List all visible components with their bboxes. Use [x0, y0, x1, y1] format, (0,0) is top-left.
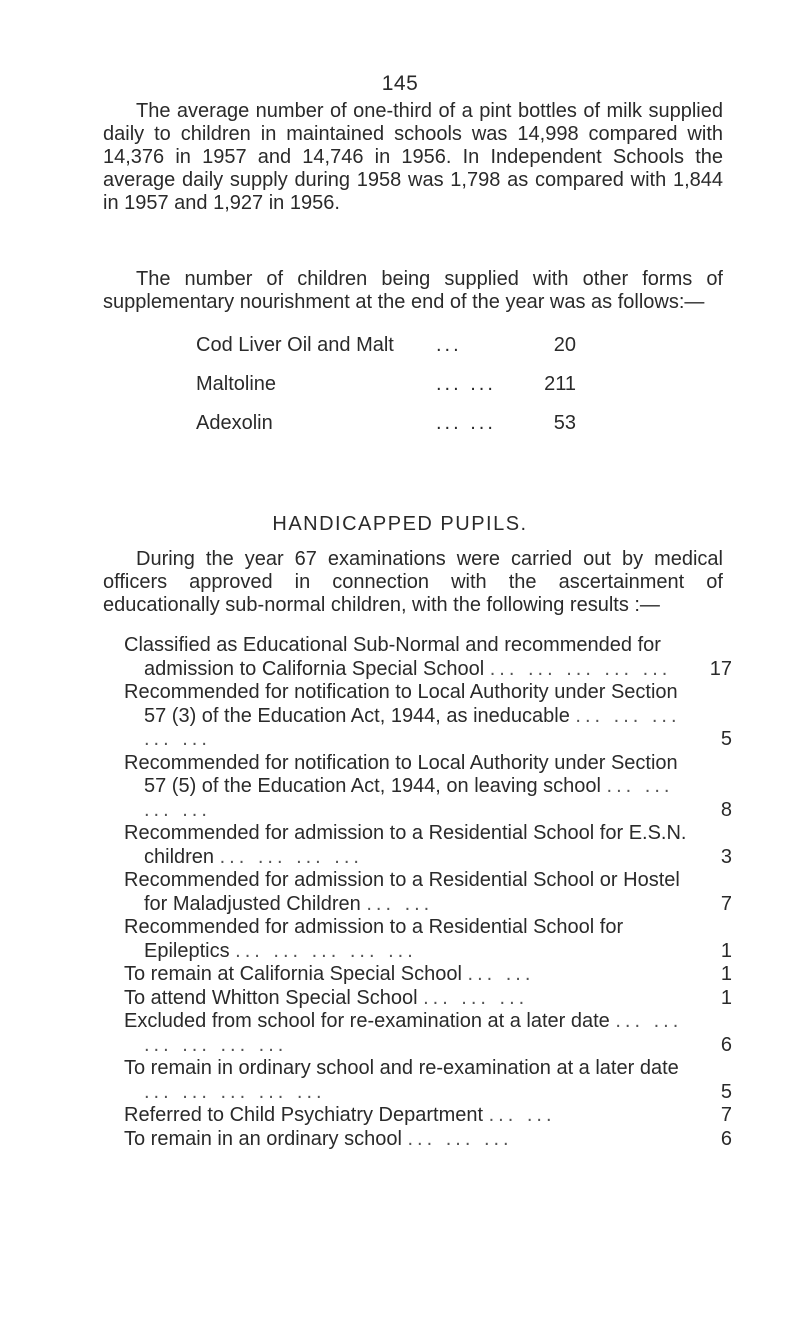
supplementary-item-value: 211 — [544, 373, 576, 395]
result-count: 1 — [720, 939, 732, 962]
result-item — [124, 916, 732, 963]
dot-leader: ... ... ... ... — [219, 845, 363, 868]
result-item — [124, 634, 732, 681]
dot-leader: ... — [436, 334, 462, 356]
supplementary-item-label: Maltoline — [196, 373, 277, 395]
result-count: 7 — [720, 1104, 732, 1126]
supplementary-nourishment-list — [196, 332, 576, 449]
result-text: To remain in ordinary school and re-examination at a later date ... ... ... ... ... — [124, 1057, 679, 1103]
result-text: Referred to Child Psychiatry Department ... ... — [124, 1104, 556, 1126]
supplementary-item-value: 53 — [553, 412, 576, 434]
supplementary-item-value: 20 — [553, 334, 576, 356]
supplementary-item-label: Adexolin — [196, 412, 273, 434]
result-count: 5 — [720, 728, 732, 750]
examinations-intro-paragraph: During the year 67 examinations were carried out by medical officers approved in connection with the ascertainment of educationally sub-normal children, with the following results :— — [103, 548, 723, 616]
section-heading: HANDICAPPED PUPILS. — [272, 513, 528, 535]
supplementary-item — [196, 332, 576, 371]
dot-leader: ... ... ... ... ... ... — [144, 1010, 683, 1056]
result-item — [124, 1010, 732, 1057]
supplementary-item — [196, 410, 576, 449]
result-count: 6 — [720, 1033, 732, 1056]
result-item — [124, 869, 732, 916]
dot-leader: ... ... ... ... ... — [489, 657, 672, 680]
dot-leader: ... ... — [366, 892, 434, 915]
dot-leader: ... ... — [467, 963, 535, 985]
result-text: To remain at California Special School ... ... — [124, 963, 535, 985]
result-text: Recommended for notification to Local Authority under Section 57 (3) of the Education Act, 1944, as ineducable ... ... ... ... ... — [124, 681, 681, 750]
dot-leader: ... ... — [436, 373, 496, 395]
result-count: 1 — [720, 986, 732, 1009]
result-count: 5 — [720, 1080, 732, 1103]
dot-leader: ... ... ... ... ... — [235, 939, 417, 962]
result-item — [124, 681, 732, 752]
examination-results-list — [124, 634, 732, 1151]
result-text: To attend Whitton Special School ... ... ... — [124, 986, 529, 1009]
milk-supply-paragraph: The average number of one-third of a pint bottles of milk supplied daily to children in maintained schools was 14,998 compared with 14,376 in 1957 and 14,746 in 1956. In Independent Schools the average daily supply during 1958 was 1,798 as compared with 1,844 in 1957 and 1,927 in 1956. — [103, 100, 723, 214]
supplementary-item-label: Cod Liver Oil and Malt — [196, 334, 394, 356]
page-number: 145 — [381, 72, 419, 95]
result-text: Recommended for admission to a Residential School for Epileptics ... ... ... ... ... — [124, 916, 624, 962]
result-count: 3 — [720, 845, 732, 868]
result-count: 7 — [720, 892, 732, 915]
dot-leader: ... ... ... ... — [144, 775, 674, 821]
result-count: 8 — [720, 798, 732, 821]
result-item — [124, 963, 732, 987]
result-text: To remain in an ordinary school ... ... ... — [124, 1127, 513, 1150]
result-item — [124, 1128, 732, 1152]
dot-leader: ... ... — [436, 412, 496, 434]
supplementary-item — [196, 371, 576, 410]
result-count: 1 — [720, 963, 732, 985]
result-item — [124, 987, 732, 1011]
dot-leader: ... ... — [488, 1104, 556, 1126]
supplementary-intro-paragraph: The number of children being supplied with other forms of supplementary nourishment at the end of the year was as follows:— — [103, 268, 723, 313]
dot-leader: ... ... ... ... ... — [144, 704, 681, 750]
dot-leader: ... ... ... — [423, 986, 529, 1009]
dot-leader: ... ... ... ... ... — [144, 1080, 326, 1103]
result-text: Recommended for admission to a Residential School for E.S.N. children ... ... ... ... — [124, 822, 687, 868]
dot-leader: ... ... ... — [407, 1127, 513, 1150]
result-count: 6 — [720, 1127, 732, 1150]
result-item — [124, 1104, 732, 1128]
result-item — [124, 822, 732, 869]
result-item — [124, 1057, 732, 1104]
result-text: Excluded from school for re-examination at a later date ... ... ... ... ... ... — [124, 1010, 683, 1056]
result-count: 17 — [709, 657, 732, 680]
result-text: Recommended for admission to a Residential School or Hostel for Maladjusted Children ... ... — [124, 869, 680, 915]
result-item — [124, 752, 732, 823]
result-text: Classified as Educational Sub-Normal and recommended for admission to California Special School ... ... ... ... ... — [124, 634, 672, 680]
result-text: Recommended for notification to Local Authority under Section 57 (5) of the Education Act, 1944, on leaving school ... ... ... ... — [124, 751, 678, 821]
